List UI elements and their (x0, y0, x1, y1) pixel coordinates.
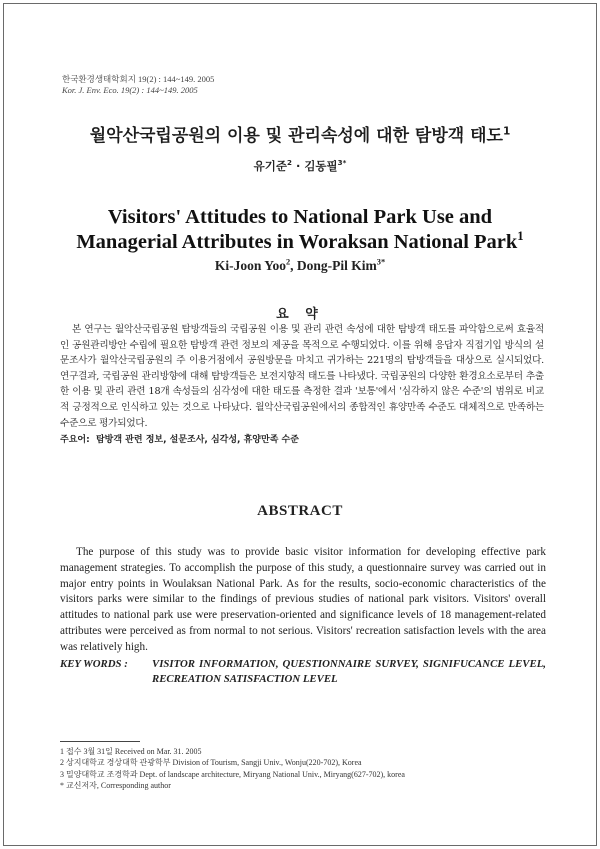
english-keywords-label: KEY WORDS : (60, 658, 128, 670)
english-author-2-mark: 3* (376, 257, 386, 267)
footnote-affiliation-author-1: 2 상지대학교 경상대학 관광학부 Division of Tourism, Sangji Univ., Wonju(220-702), Korea (60, 758, 362, 768)
journal-citation (62, 74, 214, 96)
english-keywords-row (60, 657, 546, 687)
english-title-line-1: Visitors' Attitudes to National Park Use and (107, 206, 493, 228)
english-author-2: Dong-Pil Kim (296, 258, 377, 273)
footnote-divider (60, 741, 140, 742)
footnote-received: 1 접수 3월 31일 Received on Mar. 31. 2005 (60, 747, 202, 756)
english-keywords (60, 657, 546, 687)
journal-citation-english: Kor. J. Env. Eco. 19(2) : 144~149. 2005 (62, 85, 198, 95)
english-keywords-text: VISITOR INFORMATION, QUESTIONNAIRE SURVEY, SIGNIFUCANCE LEVEL, RECREATION SATISFACTION LEVEL (152, 658, 546, 685)
footnote-corresponding-author: * 교신저자, Corresponding author (60, 781, 171, 791)
korean-author-2: 김동필 (304, 159, 338, 173)
english-abstract-body: The purpose of this study was to provide basic visitor information for developing effective park management strategies. To accomplish the purpose of this study, a questionnaire survey was carried out in major entry points in Woulaksan National Park. As for the results, socio-economic characteristics of the visitors parks were similar to the findings of previous studies of national park visitors. Visitors' overall attitudes to national park use were preservation-oriented and significance levels of 18 management-related attributes were perceived as from normal to not serious. Visitors' recreation satisfaction levels with the area was relatively high. (60, 546, 546, 653)
korean-author-1: 유기준 (253, 159, 287, 173)
korean-abstract-body: 본 연구는 월악산국립공원 탐방객들의 국립공원 이용 및 관리 관련 속성에 대한 탐방객 태도를 파악함으로써 효율적인 공원관리방안 수립에 필요한 탐방객 관련 정보의 제공을 목적으로 수행되었다. 이를 위해 응답자 직접기입 방식의 설문조사가 월악산국립공원의 주 이용거점에서 공원방문을 마치고 귀가하는 221명의 탐방객들을 대상으로 실시되었다. 연구결과, 국립공원 관리방향에 대해 탐방객들은 보전지향적 태도를 나타냈다. 국립공원의 다양한 환경요소로부터 추출한 이용 및 관리 관련 18개 속성들의 심각성에 대한 태도를 측정한 결과 '보통'에서 '심각하지 않은 수준'의 범위로 비교적 긍정적으로 인식하고 있는 것으로 나타났다. 월악산국립공원에서의 종합적인 휴양만족 수준도 대체적으로 만족하는 수준으로 평가되었다. (60, 324, 544, 429)
english-author-1: Ki-Joon Yoo (214, 258, 286, 273)
korean-title (0, 121, 600, 146)
korean-keywords-text: 탐방객 관련 정보, 설문조사, 심각성, 휴양만족 수준 (95, 435, 299, 445)
english-authors (0, 258, 600, 274)
korean-author-separator: · (291, 159, 305, 173)
english-title (0, 205, 600, 255)
korean-author-2-mark: 3* (337, 158, 347, 168)
footnotes (60, 746, 405, 792)
korean-authors (0, 158, 600, 174)
korean-title-footnote-mark: 1 (502, 125, 511, 138)
korean-abstract-heading: 요 약 (276, 307, 324, 322)
korean-keywords (60, 432, 299, 445)
korean-keywords-label: 주요어: (60, 435, 90, 445)
korean-author-1-mark: 2 (286, 158, 292, 168)
english-title-line-2-wrap (0, 230, 600, 255)
footnote-affiliation-author-2: 3 밀양대학교 조경학과 Dept. of landscape architecture, Miryang National Univ., Miryang(627-702), korea (60, 769, 405, 779)
english-title-line-2: Managerial Attributes in Woraksan National Park (76, 231, 518, 253)
english-title-footnote-mark: 1 (517, 229, 524, 244)
english-author-separator: , (290, 258, 297, 273)
english-author-1-mark: 2 (285, 257, 291, 267)
english-abstract-heading: ABSTRACT (257, 503, 343, 519)
korean-title-text: 월악산국립공원의 이용 및 관리속성에 대한 탐방객 태도 (89, 126, 503, 146)
journal-citation-korean: 한국환경생태학회지 19(2) : 144~149. 2005 (62, 74, 215, 84)
